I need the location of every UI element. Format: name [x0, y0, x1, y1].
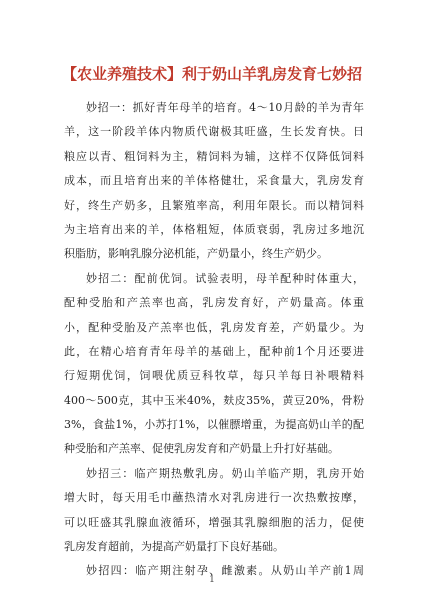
document-title: 【农业养殖技术】利于奶山羊乳房发育七妙招: [61, 65, 362, 83]
paragraph-line: 乳房发育超前，为提高产奶量打下良好基础。: [64, 540, 284, 554]
paragraph-line: 行短期优饲，饲喂优质豆科牧草，每只羊每日补喂精料: [64, 369, 364, 383]
paragraph-line: 妙招三：临产期热敷乳房。奶山羊临产期，乳房开始: [86, 466, 364, 480]
page-number: 1: [209, 575, 215, 585]
paragraph-line: 成本，而且培育出来的羊体格健壮，采食量大，乳房发育: [64, 174, 364, 188]
paragraph-line: 可以旺盛其乳腺血液循环，增强其乳腺细胞的活力，促使: [64, 515, 364, 529]
paragraph-line: 好，终生产奶多，且繁殖率高，利用年限长。而以精饲料: [64, 198, 364, 212]
paragraph-line: 积脂肪，影响乳腺分泌机能，产奶量小，终生产奶少。: [64, 247, 328, 261]
paragraph-line: 妙招四：临产期注射孕、雌激素。从奶山羊产前1周: [86, 564, 364, 578]
paragraph-line: 配种受胎和产羔率也高，乳房发育好，产奶量高。体重: [64, 296, 364, 310]
paragraph-line: 为主培育出来的羊，体格粗短，体质衰弱，乳房过多地沉: [64, 222, 364, 236]
paragraph-line: 增大时，每天用毛巾蘸热清水对乳房进行一次热敷按摩，: [64, 491, 364, 505]
paragraph-line: 400～500克，其中玉米40%，麸皮35%，黄豆20%，骨粉: [64, 393, 364, 407]
paragraph-line: 种受胎和产羔率、促使乳房发育和产奶量上升打好基础。: [64, 442, 339, 456]
paragraph-line: 妙招二：配前优饲。试验表明，母羊配种时体重大，: [86, 271, 364, 285]
paragraph-line: 妙招一：抓好青年母羊的培育。4～10月龄的羊为青年: [86, 101, 364, 114]
paragraph-line: 羊，这一阶段羊体内物质代谢极其旺盛，生长发育快。日: [64, 125, 364, 139]
paragraph-line: 3%，食盐1%，小苏打1%，以催膘增重，为提高奶山羊的配: [64, 418, 364, 432]
document-body: [64, 96, 364, 584]
paragraph-line: 粮应以青、粗饲料为主，精饲料为辅，这样不仅降低饲料: [64, 149, 364, 163]
paragraph-line: 此，在精心培育青年母羊的基础上，配种前1个月还要进: [64, 344, 364, 358]
paragraph-line: 小，配种受胎及产羔率也低，乳房发育差，产奶量少。为: [64, 320, 364, 334]
